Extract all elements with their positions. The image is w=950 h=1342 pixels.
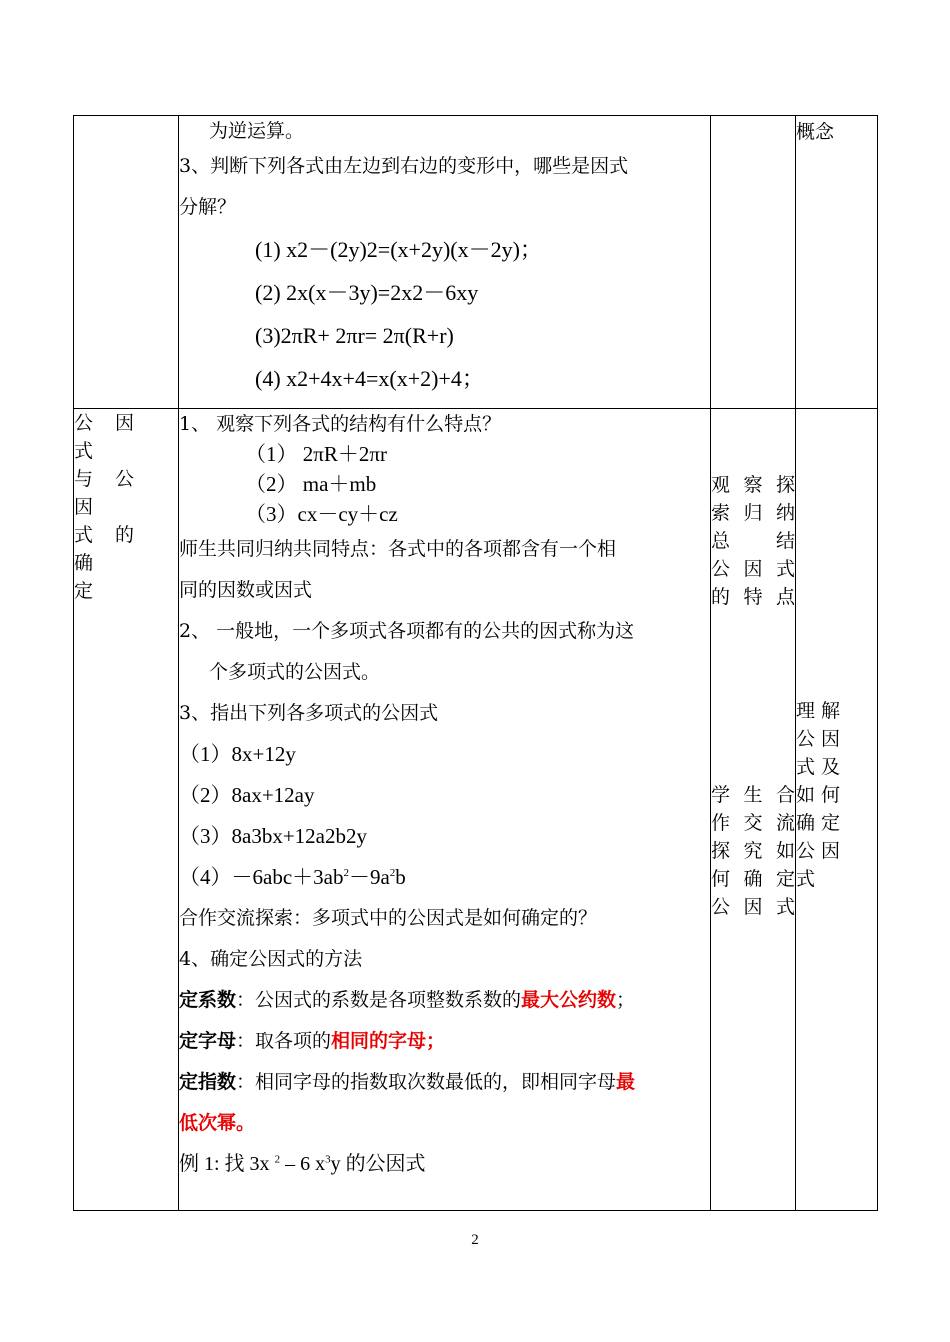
equation-4: (4) x2+4x+4=x(x+2)+4； (255, 366, 484, 391)
definition-line-cont: 个多项式的公因式。 (209, 661, 381, 683)
purpose-text: 概念 (796, 121, 835, 143)
exponent: 2 (343, 867, 349, 879)
activity-line: 公因式 (711, 558, 795, 580)
expression-3: （3）cx－cy＋cz (245, 502, 398, 526)
polynomial-4-part: b (395, 865, 406, 889)
polynomial-1: （1）8x+12y (179, 742, 296, 766)
question-3-cont: 分解？ (179, 196, 237, 218)
activity-line: 索归纳 (711, 502, 795, 524)
activity-line: 公因式 (711, 896, 795, 918)
activity-line: 观察探 (711, 474, 795, 496)
expression-1: （1） 2πR＋2πr (245, 442, 387, 466)
activity-line: 的特点 (711, 586, 795, 608)
rule-exponent-cont (179, 1103, 710, 1144)
rule-letter (179, 1021, 710, 1062)
purpose-line: 确 定 (796, 812, 841, 834)
rule-text: ：相同字母的指数取次数最低的，即相同字母 (236, 1071, 617, 1093)
section-title-line: 与 公 因 (74, 468, 143, 518)
rule-highlight: 最大公约数 (521, 989, 617, 1011)
section-cell-empty (74, 116, 179, 409)
activity-line: 作交流 (711, 812, 795, 834)
table-row-common-factor (74, 409, 878, 1211)
summary-line: 师生共同归纳共同特点：各式中的各项都含有一个相 (179, 538, 617, 560)
rule-highlight: 相同的字母； (331, 1030, 446, 1052)
activity-line: 总 结 (711, 530, 795, 552)
rule-highlight: 最 (616, 1071, 636, 1093)
activity-cell-empty (711, 116, 796, 409)
purpose-cell-concept (796, 116, 878, 409)
purpose-line: 式 及 (796, 756, 841, 778)
activity-line: 何确定 (711, 868, 795, 890)
section-title-line: 公 因 式 (74, 412, 143, 462)
rule-exponent (179, 1062, 710, 1103)
polynomial-4 (179, 857, 710, 898)
rule-label: 定指数 (179, 1071, 237, 1093)
purpose-line: 公 因 (796, 840, 841, 862)
expression-2: （2） ma＋mb (245, 472, 377, 496)
example-1 (179, 1144, 710, 1185)
example-part: y 的公因式 (330, 1153, 426, 1175)
polynomial-4-part: －9a (348, 865, 390, 889)
example-part: – 6 x (280, 1153, 326, 1175)
content-cell-judge-factorization (179, 116, 711, 409)
question-1: 1、 观察下列各式的结构有什么特点？ (179, 413, 502, 435)
rule-coefficient (179, 980, 710, 1021)
equation-1: (1) x2－(2y)2=(x+2y)(x－2y)； (255, 237, 542, 262)
polynomial-3: （3）8a3bx+12a2b2y (179, 824, 367, 848)
rule-text: ：取各项的 (236, 1030, 332, 1052)
method-heading: 4、确定公因式的方法 (179, 948, 363, 970)
page-number: 2 (471, 1232, 479, 1248)
lesson-plan-table (73, 115, 878, 1211)
activity-line: 学生合 (711, 784, 795, 806)
cooperation-prompt: 合作交流探索：多项式中的公因式是如何确定的？ (179, 907, 598, 929)
question-3: 3、判断下列各式由左边到右边的变形中，哪些是因式 (179, 155, 629, 177)
purpose-line: 理 解 (796, 700, 841, 722)
rule-text-end: ； (616, 989, 636, 1011)
polynomial-2: （2）8ax+12ay (179, 783, 315, 807)
rule-label: 定字母 (179, 1030, 237, 1052)
text-line: 为逆运算。 (209, 120, 305, 142)
polynomial-4-part: （4）－6abc＋3ab (179, 865, 344, 889)
section-title-line: 式 的 确 (74, 524, 143, 574)
table-row-concept (74, 116, 878, 409)
rule-label: 定系数 (179, 989, 237, 1011)
purpose-line: 如 何 (796, 784, 841, 806)
equation-3: (3)2πR+ 2πr= 2π(R+r) (255, 323, 454, 348)
exponent: 2 (389, 867, 396, 879)
summary-line-cont: 同的因数或因式 (179, 579, 313, 601)
rule-text: ：公因式的系数是各项整数系数的 (236, 989, 522, 1011)
section-title-line: 定 (74, 580, 102, 602)
equation-2: (2) 2x(x－3y)=2x2－6xy (255, 280, 479, 305)
question-3-heading: 3、指出下列各多项式的公因式 (179, 702, 439, 724)
activity-cell (711, 409, 796, 1211)
rule-highlight: 低次幂。 (179, 1112, 256, 1134)
content-cell-common-factor (179, 409, 711, 1211)
definition-line: 2、 一般地，一个多项式各项都有的公共的因式称为这 (179, 620, 635, 642)
activity-line: 探究如 (711, 840, 795, 862)
section-title-cell (74, 409, 179, 1211)
purpose-cell (796, 409, 878, 1211)
exponent: 2 (274, 1153, 281, 1166)
purpose-line: 式 (796, 868, 816, 890)
purpose-line: 公 因 (796, 728, 841, 750)
example-part: 例 1: 找 3x (179, 1153, 275, 1175)
exponent: 3 (325, 1153, 331, 1166)
